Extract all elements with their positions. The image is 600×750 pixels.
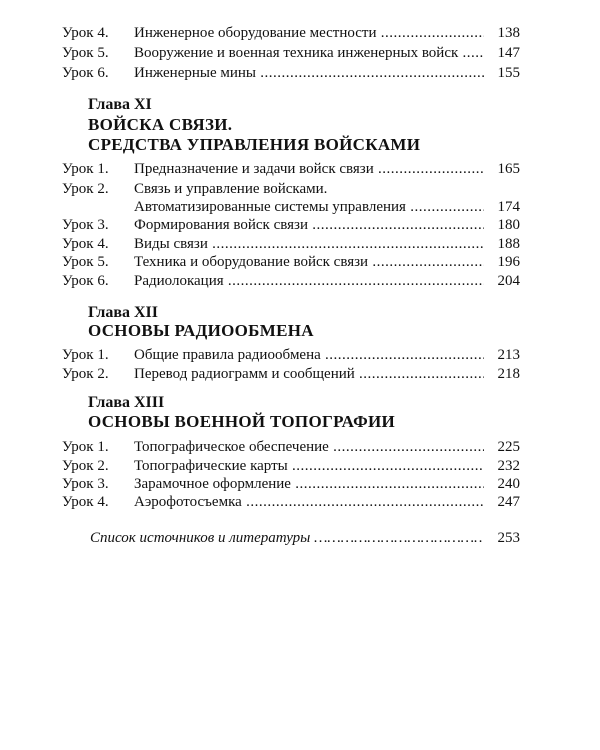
lesson-number: Урок 2.: [62, 181, 109, 197]
chapter-label: Глава XIII: [88, 394, 165, 411]
page-number: 247: [497, 494, 520, 510]
toc-entry[interactable]: [62, 364, 520, 384]
lesson-number: Урок 1.: [62, 161, 109, 177]
page-number: 155: [497, 65, 520, 81]
toc-entry[interactable]: [62, 345, 520, 365]
page-number: 213: [497, 347, 520, 363]
page-number: 218: [497, 366, 520, 382]
page-number: 240: [497, 476, 520, 492]
lesson-title: Аэрофотосъемка .....: [134, 492, 484, 512]
toc-entry-continuation[interactable]: [62, 197, 520, 217]
chapter-label: Глава XI: [88, 96, 152, 113]
page-number: 180: [497, 217, 520, 233]
chapter-title: СРЕДСТВА УПРАВЛЕНИЯ ВОЙСКАМИ: [88, 135, 421, 154]
page-number: 196: [497, 254, 520, 270]
lesson-number: Урок 2.: [62, 458, 109, 474]
toc-entry[interactable]: [62, 271, 520, 291]
lesson-number: Урок 3.: [62, 217, 109, 233]
toc-entry[interactable]: [62, 437, 520, 457]
chapter-title: ВОЙСКА СВЯЗИ.: [88, 115, 233, 134]
lesson-number: Урок 1.: [62, 439, 109, 455]
lesson-title: Зарамочное оформление .....: [134, 474, 484, 494]
lesson-title: Топографическое обеспечение .....: [134, 437, 484, 457]
chapter-label: Глава XII: [88, 304, 158, 321]
toc-entry[interactable]: [62, 43, 520, 63]
lesson-number: Урок 3.: [62, 476, 109, 492]
toc-entry[interactable]: [62, 179, 520, 199]
toc-entry[interactable]: [62, 474, 520, 494]
toc-entry[interactable]: [62, 215, 520, 235]
sources-title: Список источников и литературы ………………………………………………………………………………: [90, 528, 484, 548]
lesson-number: Урок 4.: [62, 25, 109, 41]
toc-entry[interactable]: [62, 252, 520, 272]
lesson-title: Общие правила радиообмена .....: [134, 345, 484, 365]
lesson-title: Виды связи .....: [134, 234, 484, 254]
lesson-title: Формирования войск связи .....: [134, 215, 484, 235]
toc-entry[interactable]: [62, 63, 520, 83]
page-number: 174: [497, 199, 520, 215]
lesson-title: Топографические карты .....: [134, 456, 484, 476]
chapter-title: ОСНОВЫ РАДИООБМЕНА: [88, 321, 314, 340]
lesson-number: Урок 5.: [62, 45, 109, 61]
toc-entry[interactable]: [62, 456, 520, 476]
lesson-number: Урок 4.: [62, 236, 109, 252]
page-number: 165: [497, 161, 520, 177]
page-number: 232: [497, 458, 520, 474]
toc-entry[interactable]: [62, 492, 520, 512]
lesson-title: Предназначение и задачи войск связи .....: [134, 159, 484, 179]
page-number: 188: [497, 236, 520, 252]
lesson-title: Инженерное оборудование местности .....: [134, 23, 484, 43]
page-number: 253: [497, 530, 520, 546]
lesson-number: Урок 4.: [62, 494, 109, 510]
toc-entry[interactable]: [62, 159, 520, 179]
toc-entry[interactable]: [62, 23, 520, 43]
lesson-title: Радиолокация .....: [134, 271, 484, 291]
page-number: 147: [497, 45, 520, 61]
lesson-title: Автоматизированные системы управления .....: [134, 197, 484, 217]
lesson-title: Перевод радиограмм и сообщений .....: [134, 364, 484, 384]
lesson-number: Урок 1.: [62, 347, 109, 363]
page-number: 225: [497, 439, 520, 455]
lesson-title: Инженерные мины .....: [134, 63, 484, 83]
page-number: 204: [497, 273, 520, 289]
lesson-title: Вооружение и военная техника инженерных войск .....: [134, 43, 484, 63]
lesson-title: Техника и оборудование войск связи .....: [134, 252, 484, 272]
lesson-number: Урок 6.: [62, 65, 109, 81]
chapter-title: ОСНОВЫ ВОЕННОЙ ТОПОГРАФИИ: [88, 412, 396, 431]
lesson-number: Урок 2.: [62, 366, 109, 382]
lesson-title: Связь и управление войсками.: [134, 181, 328, 197]
lesson-number: Урок 5.: [62, 254, 109, 270]
toc-entry-sources[interactable]: [90, 528, 520, 548]
page-number: 138: [497, 25, 520, 41]
lesson-number: Урок 6.: [62, 273, 109, 289]
toc-entry[interactable]: [62, 234, 520, 254]
